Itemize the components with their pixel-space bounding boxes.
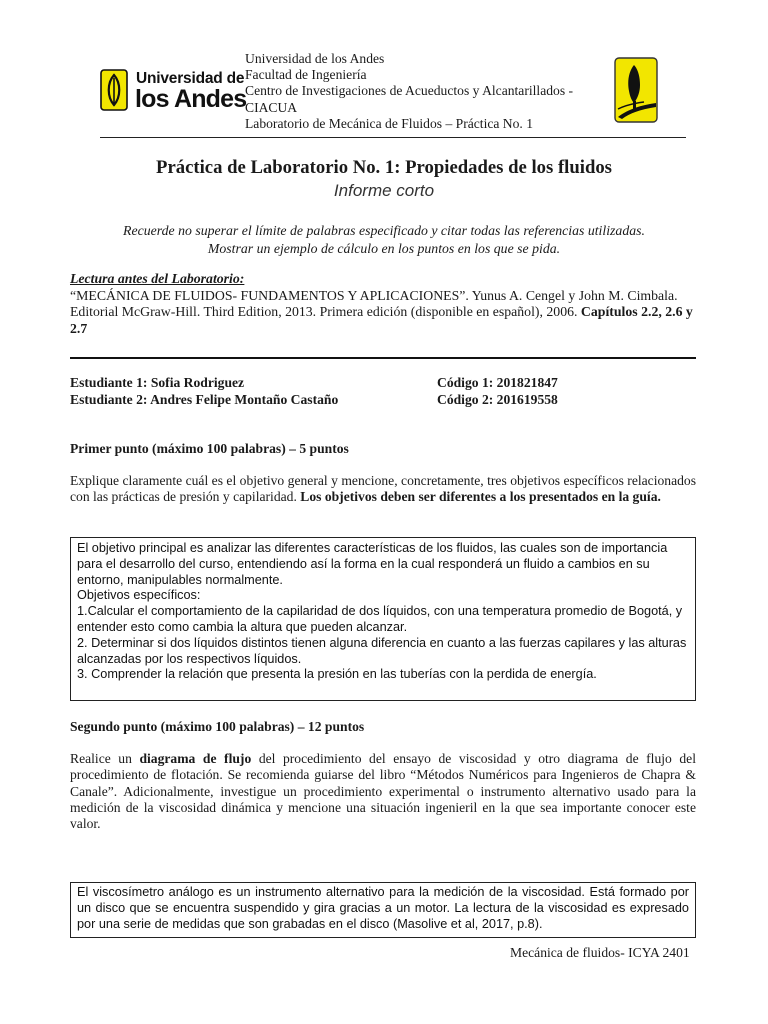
answer-2-text: El viscosímetro análogo es un instrumento alternativo para la medición de la viscosidad. Está formado por un disco que se encuentra suspendido y gira gracias a un motor. La lectura de la viscosidad es expresado por una serie de medidas que son grabadas en el disco (Masolive et al, 2017, p.8). (77, 885, 689, 931)
student-info (70, 374, 700, 408)
logo-text-line2: los Andes (135, 85, 247, 113)
header-divider (100, 137, 686, 138)
section-divider (70, 357, 696, 359)
answer-1-text (77, 541, 689, 683)
student-row (70, 391, 700, 408)
note-line: Recuerde no superar el límite de palabras especificado y citar todas las referencias utilizadas. (123, 223, 645, 238)
section-1-bold: Los objetivos deben ser diferentes a los presentados en la guía. (300, 489, 661, 505)
reading-text: “MECÁNICA DE FLUIDOS- FUNDAMENTOS Y APLICACIONES”. Yunus A. Cengel y John M. Cimbala. Editorial McGraw-Hill. Third Edition, 2013. Primera edición (disponible en español), 2006. (70, 287, 678, 319)
section-2-post: del procedimiento del ensayo de viscosidad y otro diagrama de flujo del procedimiento de flotación. Se recomienda guiarse del libro “Métodos Numéricos para Ingenieros de Chapra & Canale”. Adicionalmente, investigue un procedimiento experimental o instrumento alternativo usado para la medición de la viscosidad dinámica y mencione una situación ingenieril en la que sea importante conocer este valor. (70, 751, 696, 832)
header-line: Laboratorio de Mecánica de Fluidos – Práctica No. 1 (245, 115, 534, 131)
reading-reference (70, 288, 700, 338)
section-2-pre: Realice un (70, 751, 132, 766)
institution-header (245, 51, 573, 132)
page-subtitle: Informe corto (333, 181, 435, 200)
answer-paragraph: 2. Determinar si dos líquidos distintos tienen alguna diferencia en cuanto a las fuerzas capilares y las alturas alcanzadas por los respectivos líquidos. (77, 635, 687, 666)
answer-paragraph: 3. Comprender la relación que presenta la presión en las tuberías con la perdida de energía. (77, 667, 597, 682)
page-title: Práctica de Laboratorio No. 1: Propiedades de los fluidos (156, 157, 612, 178)
page-footer: Mecánica de fluidos- ICYA 2401 (510, 945, 690, 960)
section-heading-1: Primer punto (máximo 100 palabras) – 5 puntos (70, 441, 349, 456)
ciacua-logo-icon (614, 57, 658, 123)
student-row (70, 374, 700, 391)
answer-paragraph: Objetivos específicos: (77, 588, 201, 603)
section-2-instructions (70, 751, 696, 832)
answer-paragraph: 1.Calcular el comportamiento de la capilaridad de dos líquidos, con una temperatura promedio de Bogotá, y entender esto como cambia la altura que pueden alcanzar. (77, 604, 683, 634)
student-code: Código 2: 201619558 (437, 392, 558, 407)
answer-box-2 (70, 882, 696, 938)
reading-section (70, 271, 700, 337)
university-logo (100, 69, 247, 113)
reading-heading: Lectura antes del Laboratorio: (70, 271, 245, 286)
instructions-note (0, 222, 768, 258)
answer-paragraph: El objetivo principal es analizar las diferentes características de los fluidos, las cuales son de importancia para el desarrollo del curso, entendiendo así la forma en la cual responderá un fluido a cambios en su entorno, manipulables normalmente. (77, 541, 668, 587)
header-line: Universidad de los Andes (245, 51, 385, 66)
header-line: CIACUA (245, 99, 298, 115)
section-heading-2: Segundo punto (máximo 100 palabras) – 12 puntos (70, 719, 365, 734)
header-line: Centro de Investigaciones de Acueductos y Alcantarillados - (245, 83, 574, 99)
section-1-instructions (70, 473, 696, 506)
header-line: Facultad de Ingeniería (245, 67, 367, 83)
section-1-text: Explique claramente cuál es el objetivo general y mencione, concretamente, tres objetivos específicos relacionados con las prácticas de presión y capilaridad. (70, 473, 696, 505)
university-crest-icon (100, 69, 128, 111)
student-name: Estudiante 1: Sofia Rodriguez (70, 375, 245, 390)
note-line: Mostrar un ejemplo de cálculo en los puntos en los que se pida. (207, 241, 561, 256)
section-2-bold: diagrama de flujo (139, 751, 252, 766)
reading-chapters: Capítulos 2.2, 2.6 y 2.7 (70, 304, 693, 336)
student-code: Código 1: 201821847 (437, 375, 558, 390)
answer-box-1 (70, 537, 696, 701)
logo-text-line1: Universidad de (136, 70, 245, 87)
student-name: Estudiante 2: Andres Felipe Montaño Castaño (70, 392, 339, 407)
